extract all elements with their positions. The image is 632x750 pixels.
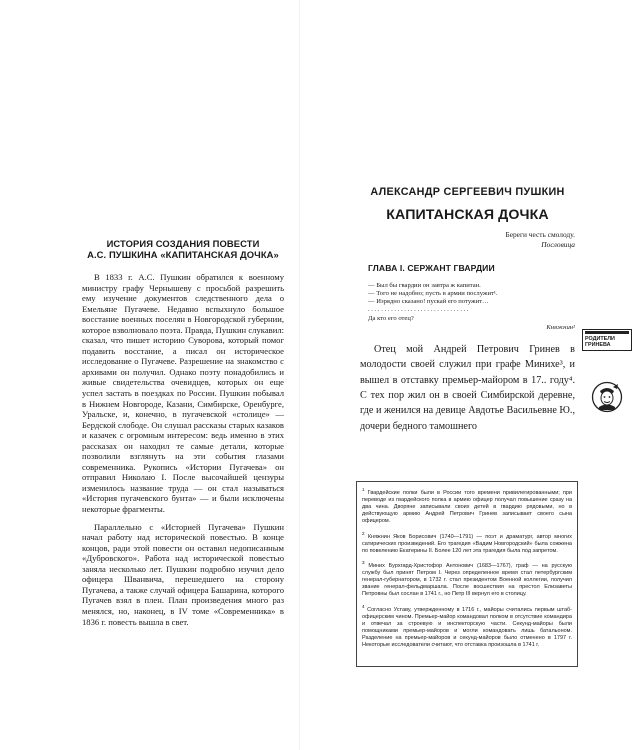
footnote <box>362 603 572 650</box>
margin-tag-bar <box>585 331 629 334</box>
footnote-number: 1 <box>362 487 365 492</box>
footnote-text: Гвардейские полки были в России того времени привилегированными; при переводе из гвардейского полка в армию офицер получал повышение сразу на два чина. Дворяне записывали своих детей в гвардию рядовыми, но в действующую армию Андрей Петрович Гринев записывает своего сына офицером. <box>362 489 572 525</box>
history-article <box>82 238 284 627</box>
footnote-text: Княжнин Яков Борисович (1740—1791) — поэт и драматург, автор многих сатирических произведений. Его трагедия «Вадим Новгородский» была сожжена по повелению Екатерины II. Более 120 лет эта трагедия была под запретом. <box>362 533 572 554</box>
footnote-number: 2 <box>362 530 365 536</box>
dialog-line: — Был бы гвардии он завтра ж капитан. <box>368 282 481 290</box>
epigraph <box>360 230 575 249</box>
footnote <box>362 530 572 555</box>
footnote-text: Согласно Уставу, утвержденному в 1716 г., майоры считались первым штаб-офицерским чином. Премьер-майор командовал полком в отсутствие командира и отвечал за строевую и инспекторскую части. Секунд-майоры были помощниками премьер-майоров и могли командовать лишь батальоном. Разделение на премьер-майоров и секунд-майоров было отменено в 1797 г. Некоторые исследователи считают, что отставка произошла в 1741 г. <box>362 606 573 649</box>
article-title: ИСТОРИЯ СОЗДАНИЯ ПОВЕСТИ <box>106 238 260 249</box>
chapter-epigraph <box>360 282 575 332</box>
article-subtitle: А.С. ПУШКИНА «КАПИТАНСКАЯ ДОЧКА» <box>87 249 279 260</box>
dialog-line: — Изрядно сказано! пускай его потужит… <box>368 298 489 306</box>
chapter-heading: ГЛАВА I. СЕРЖАНТ ГВАРДИИ <box>368 263 495 274</box>
article-paragraph: Параллельно с «Историей Пугачева» Пушкин начал работу над исторической повестью. В конце концов, ради этой повести он оставил недописанным «Дубровского». Работа над исторической повестью заняла несколько лет. Пушкин подробно изучил дело офицера Шванвича, перешедшего на сторону Пугачева, а также случай офицера Башарина, которого Пугачев взял в плен. План произведения много раз менялся, но, наконец, в IV томе «Современника» в 1836 г. повесть вышла в свет. <box>82 521 284 627</box>
footnote-text: Миних Бурхгард-Христофор Антонович (1683—1767), граф — на русскую службу был принят Петром I. Через определенное время стал петербургским генерал-губернатором, в 1732 г. стал президентом Военной коллегии, получил звание генерал-фельдмаршала. После восшествия на престол Елизаветы Петровны был сослан в 1741 г., но Петр III вернул его в столицу. <box>362 562 573 598</box>
epigraph-source: Пословица <box>541 239 575 249</box>
epigraph-text: Береги честь смолоду. <box>505 230 575 239</box>
footnote-number: 4 <box>362 603 365 609</box>
author-name: АЛЕКСАНДР СЕРГЕЕВИЧ ПУШКИН <box>370 186 565 198</box>
footnote <box>362 559 572 599</box>
dialog-source: Княжнин² <box>546 323 575 331</box>
work-title: КАПИТАНСКАЯ ДОЧКА <box>386 207 549 223</box>
footnote <box>362 486 572 526</box>
parents-portrait-icon <box>591 381 623 413</box>
dialog-ellipsis: . . . . . . . . . . . . . . . . . . . . . . . . . . . . . . . <box>368 306 469 314</box>
margin-tag-parents <box>582 329 632 351</box>
story-paragraph: Отец мой Андрей Петрович Гринев в молодости своей служил при графе Минихе³, и вышел в отставку премьер-майором в 17.. году⁴. С тех пор жил он в своей Симбирской деревне, где и женился на девице Авдотье Васильевне Ю., дочери бедного тамошнего <box>360 343 575 432</box>
article-paragraph: В 1833 г. А.С. Пушкин обратился к военному министру графу Чернышеву с просьбой разрешить ему изучение документов следственного дела о Емельяне Пугачеве. Недавно вспыхнуло большое восстание военных поселян в Новгородской губернии, которое взволновало поэта. Правда, Пушкин слукавил: сказал, что пишет историю Суворова, который помог подавить восстание, а писал он историческое исследование о Пугачеве. Разрешение на знакомство с архивами он получил. Однако поэту понадобились и живые свидетельства очевидцев, которых он еще успел застать в поездках по России. Пушкин побывал в Нижнем Новгороде, Казани, Симбирске, Оренбурге, Уральске, и, конечно, в пугачевской «столице» — Бердской слободе. Он слушал рассказы старых казаков и казачек с огромным интересом: ведь именно в этих рассказах он находил те самые детали, которые позволили взглянуть на эти события глазами современника. Рукопись «Истории Пугачева» он отправил Николаю I. После высочайшей цензуры изменилось название труда — он стал называться «История пугачевского бунта» — и были исключены некоторые фрагменты. <box>82 272 284 515</box>
footnotes-box <box>356 481 578 667</box>
story-start <box>360 186 575 434</box>
right-page <box>300 0 615 750</box>
margin-tag-label: РОДИТЕЛИ ГРИНЕВА <box>585 335 615 348</box>
footnote-number: 3 <box>362 559 365 565</box>
dialog-line: — Того не надобно; пусть в армии послужит¹. <box>368 290 498 298</box>
dialog-line: Да кто его отец? <box>368 314 414 322</box>
left-page <box>0 0 300 750</box>
article-body <box>82 272 284 627</box>
